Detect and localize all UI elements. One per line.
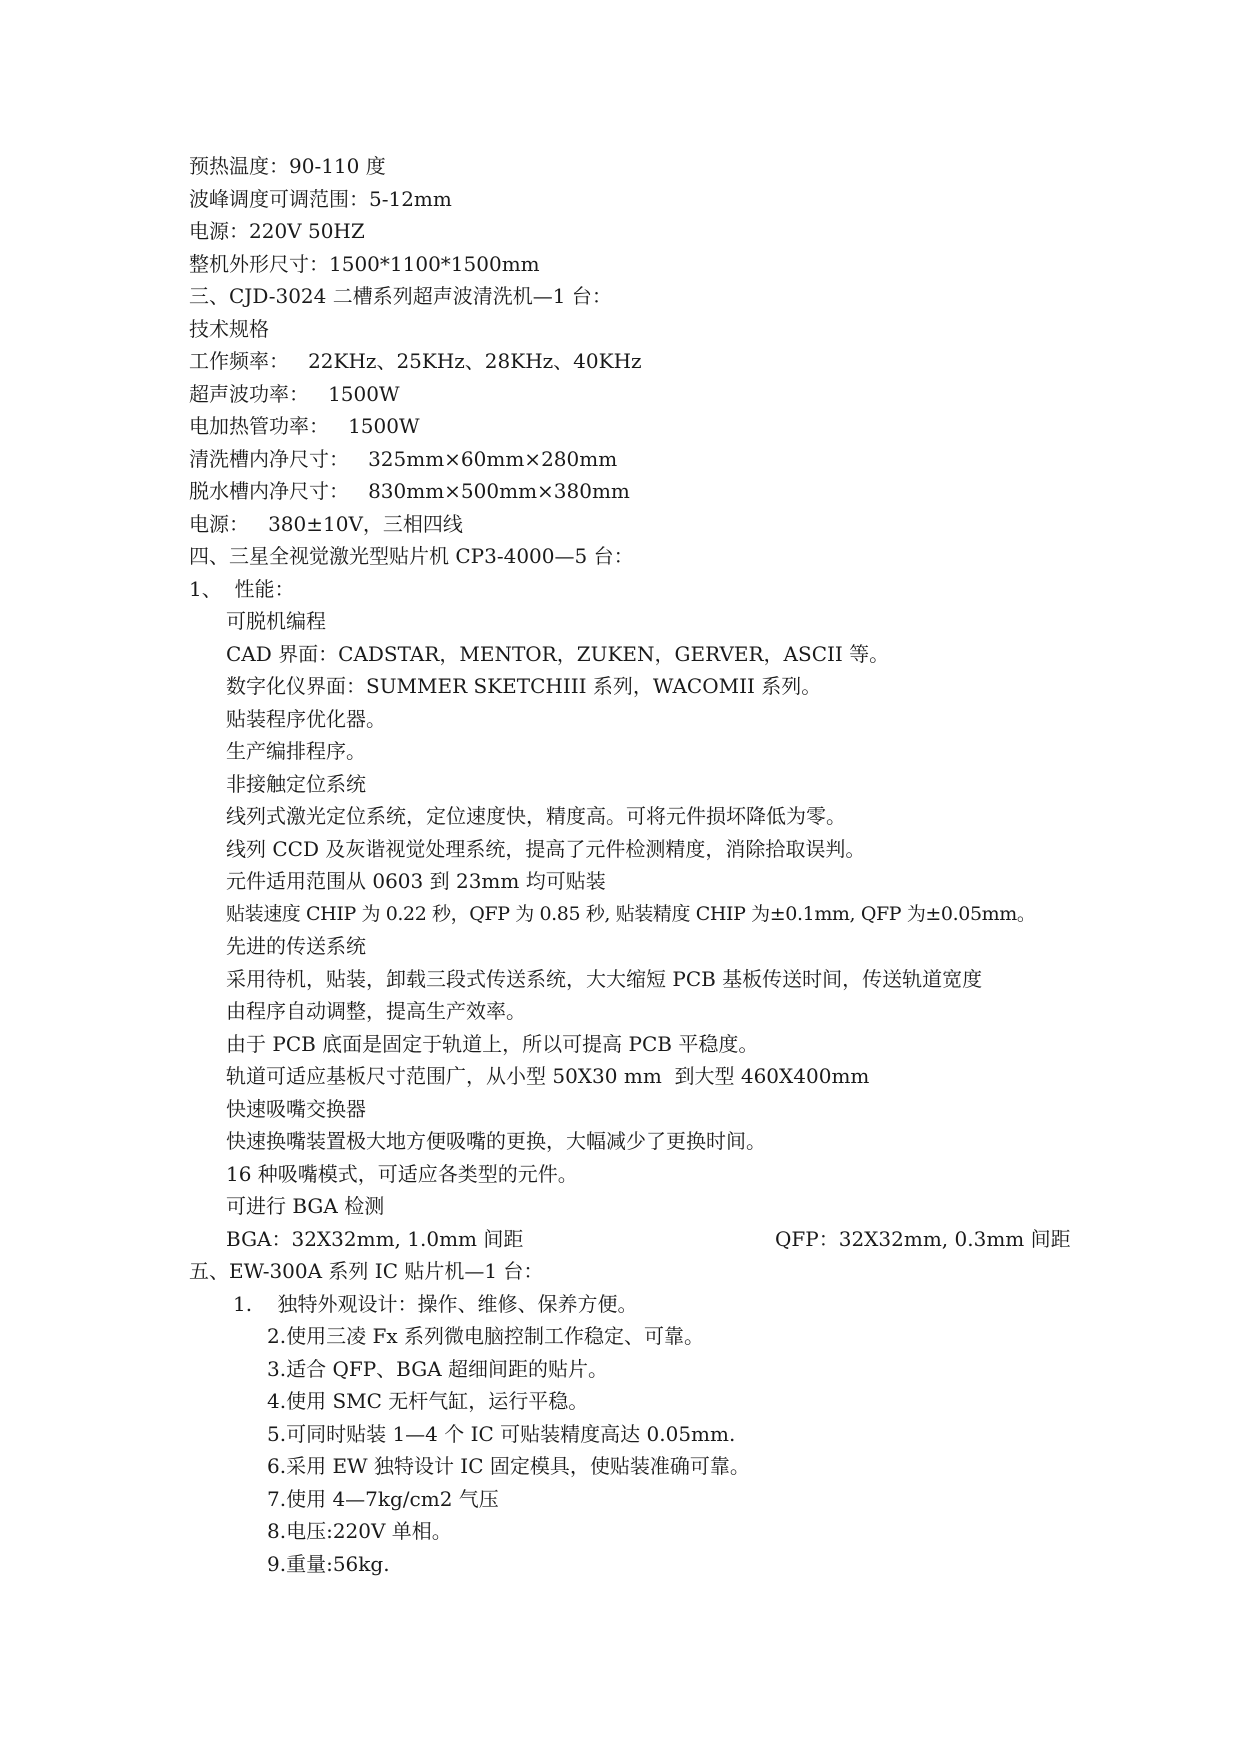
text-line: 电源：220V 50HZ bbox=[189, 219, 365, 243]
section-heading: 三、CJD-3024 二槽系列超声波清洗机—1 台： bbox=[189, 284, 612, 308]
list-item: 5.可同时贴装 1—4 个 IC 可贴装精度高达 0.05mm. bbox=[267, 1422, 736, 1446]
text-line: 非接触定位系统 bbox=[226, 772, 366, 796]
text-line: 由程序自动调整，提高生产效率。 bbox=[226, 999, 526, 1023]
text-line: 电加热管功率： 1500W bbox=[189, 414, 420, 438]
list-item: 4.使用 SMC 无杆气缸，运行平稳。 bbox=[267, 1389, 589, 1413]
text-line: 预热温度：90-110 度 bbox=[189, 154, 386, 178]
text-line: 工作频率： 22KHz、25KHz、28KHz、40KHz bbox=[189, 349, 642, 373]
text-line: QFP：32X32mm, 0.3mm 间距 bbox=[775, 1227, 1071, 1251]
subsection-heading: 1、 性能： bbox=[189, 577, 295, 601]
list-item: 7.使用 4—7kg/cm2 气压 bbox=[267, 1487, 499, 1511]
list-item: 3.适合 QFP、BGA 超细间距的贴片。 bbox=[267, 1357, 609, 1381]
text-line: 数字化仪界面：SUMMER SKETCHIII 系列，WACOMII 系列。 bbox=[226, 674, 822, 698]
text-line: 技术规格 bbox=[189, 317, 269, 341]
text-line: 16 种吸嘴模式，可适应各类型的元件。 bbox=[226, 1162, 578, 1186]
text-line: 生产编排程序。 bbox=[226, 739, 366, 763]
text-line: 电源： 380±10V，三相四线 bbox=[189, 512, 463, 536]
text-line: 采用待机，贴装，卸载三段式传送系统，大大缩短 PCB 基板传送时间，传送轨道宽度 bbox=[226, 967, 983, 991]
text-line: 贴装程序优化器。 bbox=[226, 707, 386, 731]
text-line: 清洗槽内净尺寸： 325mm×60mm×280mm bbox=[189, 447, 618, 471]
section-heading: 四、三星全视觉激光型贴片机 CP3-4000—5 台： bbox=[189, 544, 634, 568]
text-line: CAD 界面：CADSTAR，MENTOR，ZUKEN，GERVER，ASCII 等。 bbox=[226, 642, 890, 666]
text-line: 可脱机编程 bbox=[226, 609, 326, 633]
text-line: 快速换嘴装置极大地方便吸嘴的更换，大幅减少了更换时间。 bbox=[226, 1129, 766, 1153]
text-line: 元件适用范围从 0603 到 23mm 均可贴装 bbox=[226, 869, 606, 893]
text-line: 线列式激光定位系统，定位速度快，精度高。可将元件损坏降低为零。 bbox=[226, 804, 846, 828]
text-line: BGA：32X32mm, 1.0mm 间距 bbox=[226, 1227, 524, 1251]
text-line: 脱水槽内净尺寸： 830mm×500mm×380mm bbox=[189, 479, 630, 503]
list-item: 8.电压:220V 单相。 bbox=[267, 1519, 452, 1543]
list-item: 2.使用三凌 Fx 系列微电脑控制工作稳定、可靠。 bbox=[267, 1324, 704, 1348]
list-item: 6.采用 EW 独特设计 IC 固定模具，使贴装准确可靠。 bbox=[267, 1454, 750, 1478]
text-line: 先进的传送系统 bbox=[226, 934, 366, 958]
section-heading: 五、EW-300A 系列 IC 贴片机—1 台： bbox=[189, 1259, 544, 1283]
text-line: 线列 CCD 及灰谐视觉处理系统，提高了元件检测精度，消除拾取误判。 bbox=[226, 837, 866, 861]
list-item: 1. 独特外观设计：操作、维修、保养方便。 bbox=[233, 1292, 638, 1316]
text-line: 波峰调度可调范围：5-12mm bbox=[189, 187, 452, 211]
text-line: 轨道可适应基板尺寸范围广，从小型 50X30 mm 到大型 460X400mm bbox=[226, 1064, 870, 1088]
text-line: 超声波功率： 1500W bbox=[189, 382, 400, 406]
text-line: 由于 PCB 底面是固定于轨道上，所以可提高 PCB 平稳度。 bbox=[226, 1032, 759, 1056]
list-item: 9.重量:56kg. bbox=[267, 1552, 390, 1576]
text-line: 整机外形尺寸：1500*1100*1500mm bbox=[189, 252, 540, 276]
text-line: 贴装速度 CHIP 为 0.22 秒，QFP 为 0.85 秒, 贴装精度 CHIP 为±0.1mm, QFP 为±0.05mm。 bbox=[226, 903, 1036, 925]
text-line: 快速吸嘴交换器 bbox=[226, 1097, 366, 1121]
text-line: 可进行 BGA 检测 bbox=[226, 1194, 385, 1218]
